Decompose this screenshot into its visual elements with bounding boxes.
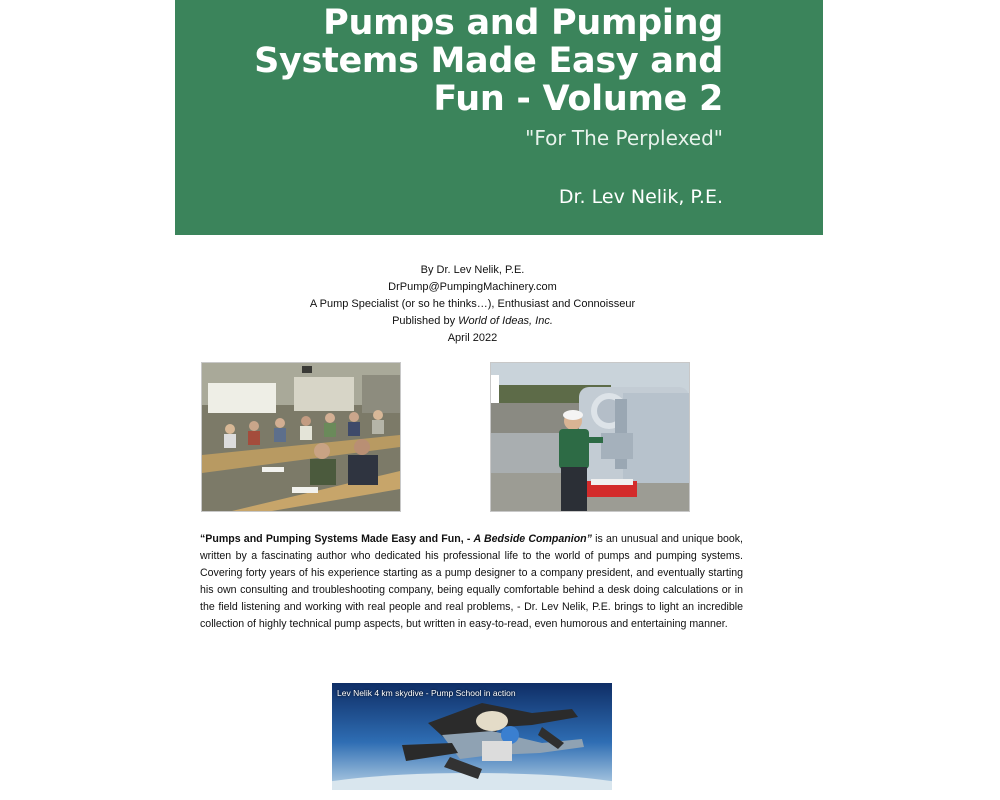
cover-author: Dr. Lev Nelik, P.E. [558, 186, 723, 208]
publish-date: April 2022 [447, 332, 498, 344]
classroom-image [202, 363, 400, 511]
pump-inspection-image [491, 363, 689, 511]
description-lead-title: “Pumps and Pumping Systems Made Easy and Fun, - [200, 533, 474, 545]
author-tagline: A Pump Specialist (or so he thinks…), Enthusiast and Connoisseur [309, 298, 636, 310]
pump-photo [490, 362, 690, 512]
book-subtitle: "For The Perplexed" [525, 126, 723, 150]
video-title: Lev Nelik 4 km skydive - Pump School in action [337, 688, 516, 698]
cover-banner [175, 0, 823, 235]
description-body: is an unusual and unique book, written by a fascinating author who dedicated his professional life to the world of pumps and pumping systems. Covering forty years of his experience starting as a pump designer to a company president, and eventually starting his own consulting and troubleshooting company, being equally comfortable behind a desk doing calculations or in the field listening and working with real people and real problems, - Dr. Lev Nelik, P.E. brings to light an incredible collection of highly technical pump aspects, but written in easy-to-read, even humorous and entertaining manner. [200, 533, 744, 630]
book-description [200, 531, 743, 633]
publisher-name: World of Ideas, Inc. [458, 315, 553, 327]
byline-block [200, 262, 745, 347]
by-line: By Dr. Lev Nelik, P.E. [420, 264, 525, 276]
published-by [200, 313, 745, 330]
description-lead-subtitle: A Bedside Companion” [473, 533, 592, 545]
author-email: DrPump@PumpingMachinery.com [388, 281, 557, 293]
book-title: Pumps and Pumping Systems Made Easy and Fun - Volume 2 [254, 3, 723, 119]
published-prefix: Published by [392, 315, 459, 327]
skydive-video[interactable] [332, 683, 612, 790]
skydive-video-thumbnail [332, 683, 612, 790]
classroom-photo [201, 362, 401, 512]
